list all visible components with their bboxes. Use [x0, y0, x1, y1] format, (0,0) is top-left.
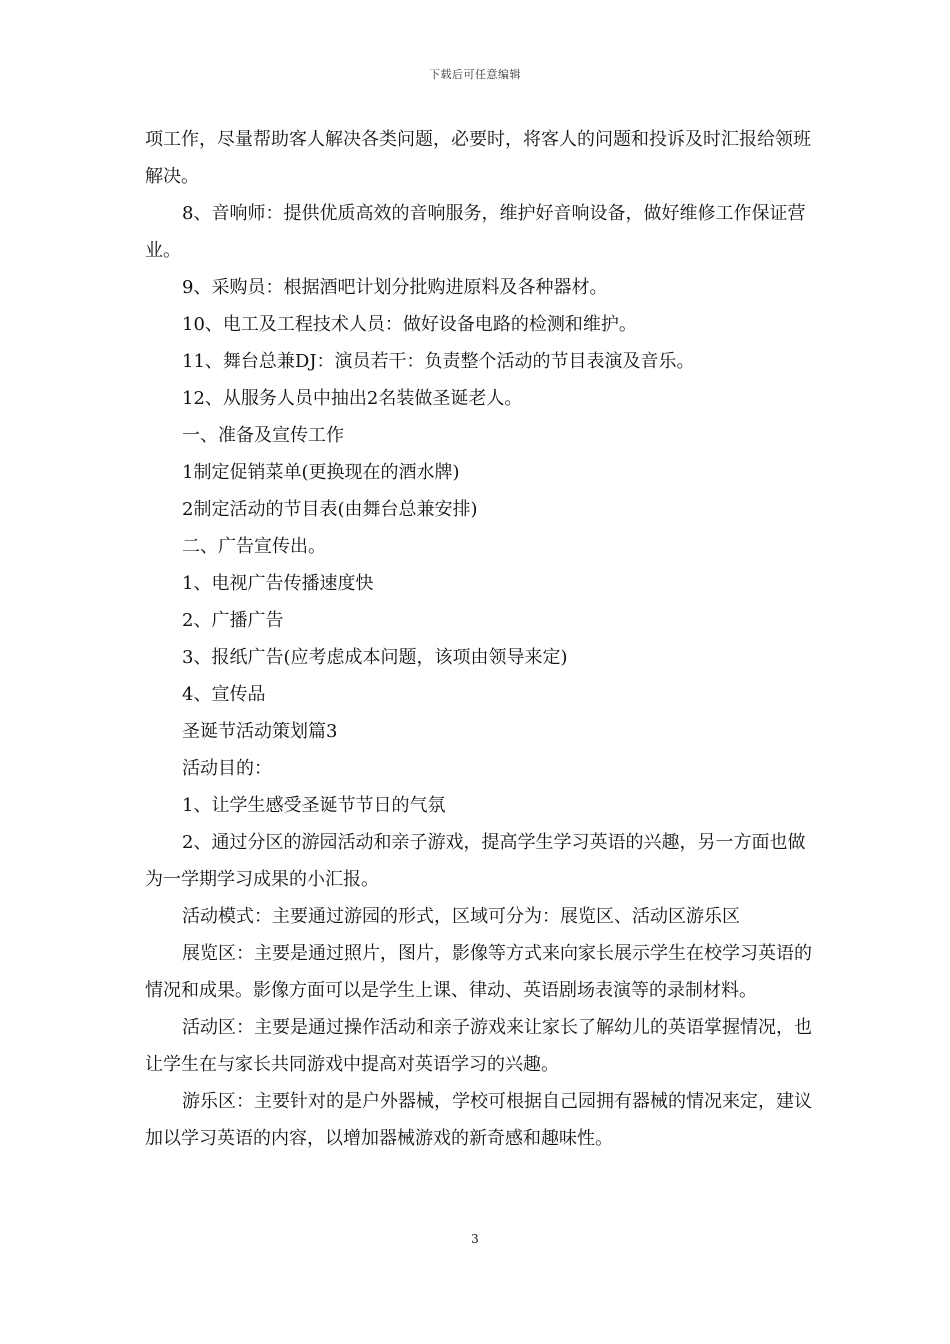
paragraph: 11、舞台总兼DJ：演员若干：负责整个活动的节目表演及音乐。 — [182, 351, 695, 372]
list-item: 4、宣传品 — [182, 684, 266, 705]
paragraph: 活动模式：主要通过游园的形式，区域可分为：展览区、活动区游乐区 — [182, 906, 740, 927]
article-title: 圣诞节活动策划篇3 — [182, 721, 338, 742]
paragraph: 10、电工及工程技术人员：做好设备电路的检测和维护。 — [182, 314, 637, 335]
section-heading: 活动目的： — [182, 758, 272, 779]
document-body — [145, 121, 815, 1157]
page-number: 3 — [471, 1232, 479, 1246]
list-item: 1制定促销菜单(更换现在的酒水牌) — [182, 462, 460, 483]
list-item: 3、报纸广告(应考虑成本问题，该项由领导来定) — [182, 647, 568, 668]
page-header: 下载后可任意编辑 — [429, 68, 521, 81]
list-item: 1、电视广告传播速度快 — [182, 573, 374, 594]
paragraph: 12、从服务人员中抽出2名装做圣诞老人。 — [182, 388, 523, 409]
list-item: 2、通过分区的游园活动和亲子游戏，提高学生学习英语的兴趣，另一方面也做为一学期学习成果的小汇报。 — [145, 832, 806, 890]
section-heading: 二、广告宣传出。 — [182, 536, 326, 557]
paragraph: 活动区：主要是通过操作活动和亲子游戏来让家长了解幼儿的英语掌握情况，也让学生在与家长共同游戏中提高对英语学习的兴趣。 — [145, 1017, 812, 1075]
paragraph: 展览区：主要是通过照片，图片，影像等方式来向家长展示学生在校学习英语的情况和成果。影像方面可以是学生上课、律动、英语剧场表演等的录制材料。 — [145, 943, 812, 1001]
paragraph: 游乐区：主要针对的是户外器械，学校可根据自己园拥有器械的情况来定，建议加以学习英语的内容，以增加器械游戏的新奇感和趣味性。 — [145, 1091, 812, 1149]
list-item: 2、广播广告 — [182, 610, 284, 631]
paragraph: 9、采购员：根据酒吧计划分批购进原料及各种器材。 — [182, 277, 608, 298]
list-item: 1、让学生感受圣诞节节日的气氛 — [182, 795, 446, 816]
paragraph: 项工作，尽量帮助客人解决各类问题，必要时，将客人的问题和投诉及时汇报给领班解决。 — [145, 129, 811, 187]
list-item: 2制定活动的节目表(由舞台总兼安排) — [182, 499, 478, 520]
section-heading: 一、准备及宣传工作 — [182, 425, 344, 446]
paragraph: 8、音响师：提供优质高效的音响服务，维护好音响设备，做好维修工作保证营业。 — [145, 203, 806, 261]
